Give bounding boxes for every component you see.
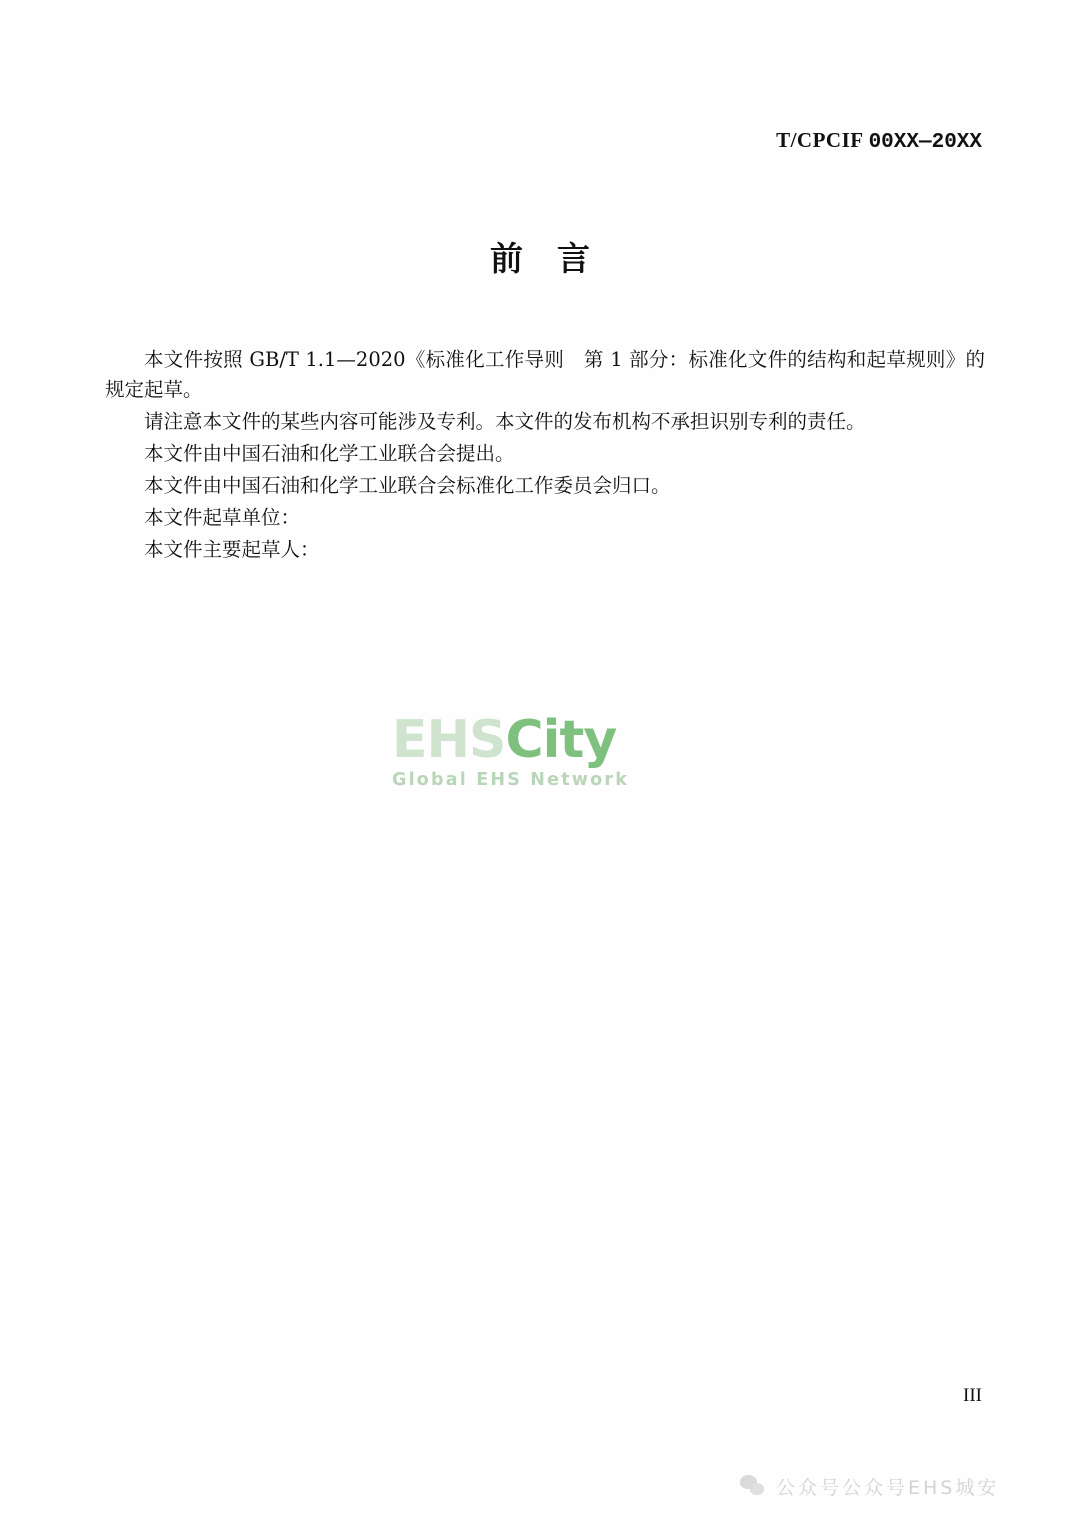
foreword-paragraph: 本文件起草单位： xyxy=(144,506,301,529)
wechat-icon xyxy=(740,1475,766,1497)
foreword-paragraph: 本文件由中国石油和化学工业联合会提出。 xyxy=(144,442,515,465)
foreword-paragraph: 本文件由中国石油和化学工业联合会标准化工作委员会归口。 xyxy=(144,474,671,497)
watermark-logo-city: City xyxy=(505,710,617,770)
foreword-paragraph: 本文件按照 GB/T 1.1—2020《标准化工作导则 第 1 部分：标准化文件的结构和起草规则》的规定起草。 xyxy=(105,348,985,401)
page-title xyxy=(0,233,1080,280)
ehscity-watermark-logo xyxy=(392,712,682,812)
watermark-tagline: Global EHS Network xyxy=(392,770,630,790)
foreword-paragraph: 请注意本文件的某些内容可能涉及专利。本文件的发布机构不承担识别专利的责任。 xyxy=(144,410,866,433)
watermark-logo-text xyxy=(392,712,682,768)
title-char-second: 言 xyxy=(557,239,590,278)
watermark-logo-ehs: EHS xyxy=(392,710,506,770)
page-number: III xyxy=(963,1385,982,1406)
footer-watermark xyxy=(740,1463,1040,1509)
title-char-first: 前 xyxy=(490,239,523,278)
foreword-body xyxy=(105,345,985,567)
standard-prefix: T/CPCIF xyxy=(776,128,863,152)
footer-watermark-text: 公众号公众号EHS城安 xyxy=(776,1476,1000,1499)
standard-number-header xyxy=(776,128,982,154)
foreword-paragraph: 本文件主要起草人： xyxy=(144,538,320,561)
standard-number: 00XX—20XX xyxy=(868,131,982,154)
